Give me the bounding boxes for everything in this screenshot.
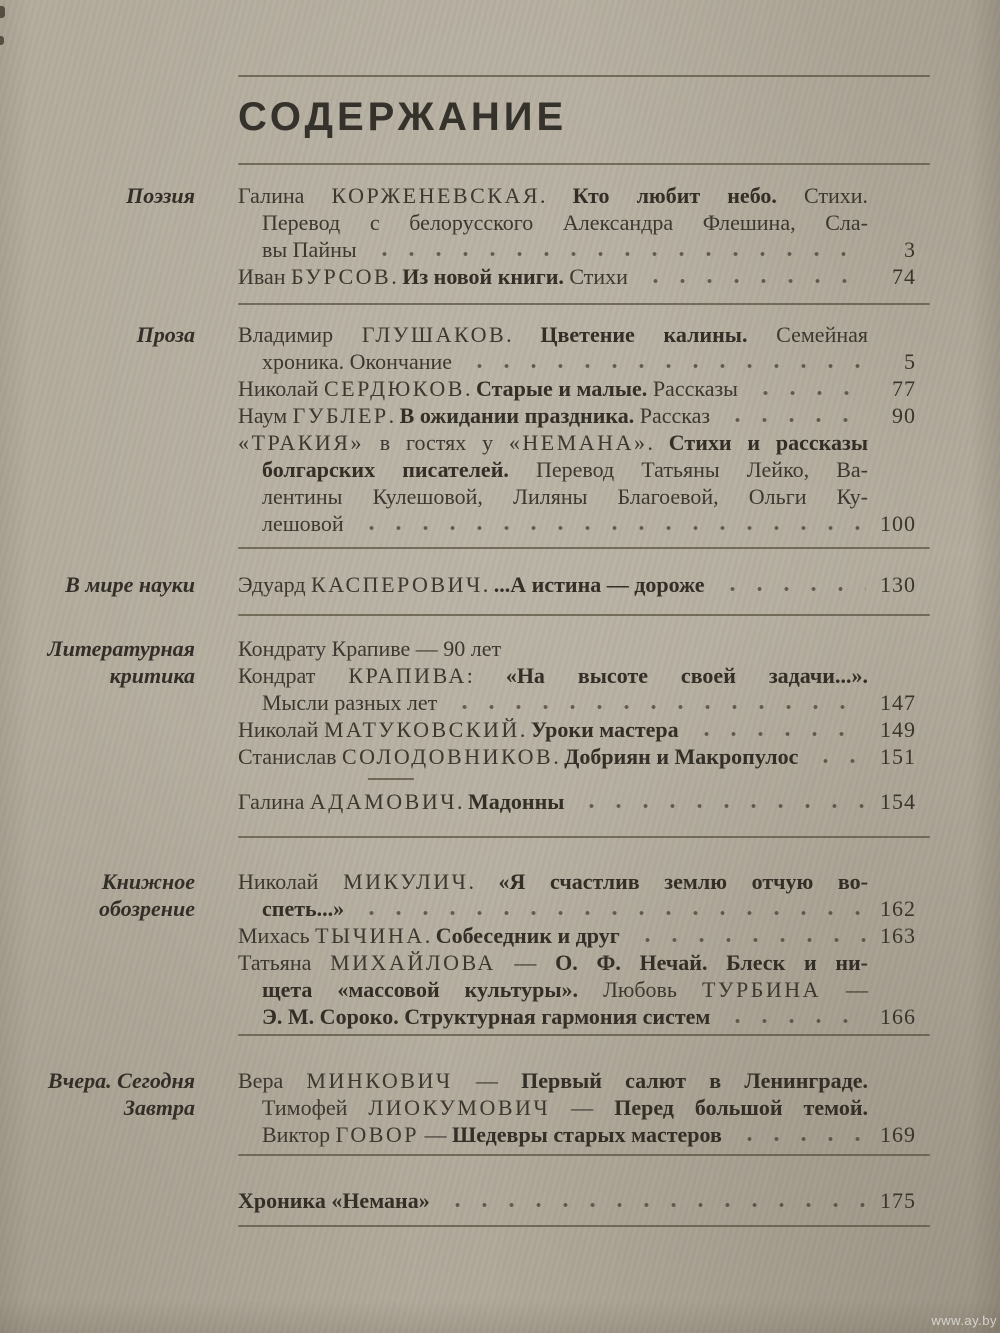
text-segment: —: [419, 1122, 453, 1147]
text-segment: Кондрат: [238, 663, 349, 688]
text-segment: ГУБЛЕР: [292, 403, 389, 428]
section-label: [14, 571, 195, 598]
sections-container: [14, 165, 970, 1227]
section-label: [14, 868, 195, 1030]
dot-leader: [812, 758, 866, 764]
text-segment: .: [506, 322, 541, 347]
page-number: 169: [880, 1122, 916, 1147]
text-segment: МАТУКОВСКИЙ: [323, 717, 520, 742]
separator-rule: [238, 1034, 930, 1036]
entry-line: [238, 976, 868, 1003]
section-label-line: Поэзия: [126, 183, 195, 208]
text-segment: «НЕМАНА»: [508, 430, 648, 455]
dot-leader: [578, 803, 866, 809]
page-number: 163: [880, 923, 916, 948]
text-segment: Стихи: [563, 264, 628, 289]
text-segment: Перед большой темой.: [614, 1095, 868, 1120]
text-segment: Виктор: [262, 1122, 336, 1147]
text-segment: ЛИОКУМОВИЧ: [368, 1095, 551, 1120]
toc-section: [14, 1036, 970, 1154]
text-segment: ГОВОР: [335, 1122, 420, 1147]
page-number: 154: [880, 789, 916, 814]
text-segment: спеть...»: [262, 896, 345, 921]
page-number: 5: [904, 349, 916, 374]
page-number: 175: [880, 1188, 916, 1213]
entry-line: [238, 1121, 930, 1148]
dot-leader: [693, 731, 866, 737]
text-segment: Собеседник и друг: [435, 923, 620, 948]
text-segment: Станислав: [238, 744, 342, 769]
text-segment: —: [452, 1068, 522, 1093]
text-segment: Кондрату Крапиве — 90 лет: [238, 636, 502, 661]
text-segment: щета «массовой культуры».: [262, 977, 578, 1002]
entry-text: [262, 1003, 710, 1030]
toc-entry: [238, 571, 930, 598]
text-segment: Э. М. Сороко. Структурная гармония систем: [262, 1004, 711, 1029]
text-segment: Мысли разных лет: [262, 690, 438, 715]
entry-text: [238, 183, 868, 208]
toc-entry: [238, 1067, 930, 1148]
text-segment: Наум: [238, 403, 293, 428]
toc-entry: [238, 321, 930, 375]
text-segment: «Я счастлив землю отчую во-: [498, 869, 868, 894]
entry-line: [238, 321, 868, 348]
section-label-line: В мире науки: [65, 572, 195, 597]
entry-line: [238, 348, 930, 375]
text-segment: Любовь: [578, 977, 702, 1002]
entry-text: [238, 663, 868, 688]
text-segment: МИКУЛИЧ: [343, 869, 469, 894]
dot-leader: [719, 586, 867, 592]
text-segment: —: [495, 950, 556, 975]
section-label-line: Литературная: [47, 636, 195, 661]
top-rule: [238, 75, 930, 77]
section-label: [14, 1187, 195, 1214]
text-segment: Цветение калины.: [540, 322, 748, 347]
entry-text: [262, 1121, 722, 1148]
toc-entry: [238, 662, 930, 716]
dot-leader: [752, 390, 866, 396]
entry-text: [238, 1068, 868, 1093]
text-segment: «ТРАКИЯ»: [238, 430, 364, 455]
page-number: 100: [880, 511, 916, 536]
section-label: [14, 635, 195, 815]
text-segment: лешовой: [262, 511, 344, 536]
text-segment: Николай: [238, 717, 324, 742]
text-segment: Владимир: [238, 322, 362, 347]
dot-leader: [634, 937, 866, 943]
scan-speck: [0, 36, 4, 45]
text-segment: АДАМОВИЧ: [309, 789, 458, 814]
text-segment: .: [464, 376, 476, 401]
entry-line: [238, 743, 930, 770]
entry-text: [238, 950, 868, 975]
entry-text: [238, 788, 564, 815]
toc-entry: [238, 402, 930, 429]
text-segment: БУРСОВ: [291, 264, 392, 289]
section-entries: [238, 1187, 930, 1214]
entry-line: [238, 209, 868, 236]
entry-text: [238, 743, 798, 770]
text-segment: «На высоте своей задачи...».: [505, 663, 868, 688]
text-segment: вы Пайны: [262, 237, 357, 262]
entry-line: [238, 1187, 930, 1214]
separator-rule: [238, 1154, 930, 1156]
separator-rule: [238, 163, 930, 165]
entry-line: [238, 375, 930, 402]
entry-text: [262, 210, 868, 235]
separator-rule: [238, 614, 930, 616]
text-segment: Вера: [238, 1068, 307, 1093]
entry-text: [238, 402, 710, 429]
text-segment: .: [391, 264, 403, 289]
dot-leader: [451, 704, 866, 710]
text-segment: .: [540, 183, 573, 208]
entry-line: [238, 1067, 868, 1094]
section-entries: [238, 182, 930, 290]
entry-text: [262, 510, 344, 537]
page-number: 77: [892, 376, 916, 401]
dot-leader: [371, 251, 866, 257]
entry-line: [238, 922, 930, 949]
text-segment: Рассказы: [647, 376, 738, 401]
entry-text: [262, 484, 868, 509]
dot-leader: [736, 1136, 866, 1142]
entry-text: [238, 375, 738, 402]
entry-line: [238, 510, 930, 537]
toc-entry: [238, 743, 930, 770]
section-entries: [238, 321, 930, 537]
text-segment: Николай: [238, 376, 324, 401]
entry-text: [262, 236, 357, 263]
watermark: www.ay.by: [931, 1313, 997, 1328]
toc-entry: [238, 949, 930, 1030]
entry-line: [238, 716, 930, 743]
toc-entry: [238, 716, 930, 743]
entry-line: [238, 456, 868, 483]
toc-section: [14, 838, 970, 1034]
text-segment: Мадонны: [468, 789, 565, 814]
toc-entry: [238, 635, 930, 662]
section-label-line: Вчера. Сегодня: [47, 1068, 195, 1093]
text-segment: Семейная: [747, 322, 868, 347]
entry-line: [238, 236, 930, 263]
page-number: 162: [880, 896, 916, 921]
text-segment: Галина: [238, 183, 332, 208]
text-segment: .: [388, 403, 400, 428]
entry-line: [238, 182, 868, 209]
entry-text: [238, 430, 868, 455]
section-label-line: Проза: [136, 322, 195, 347]
text-segment: Рассказ: [634, 403, 711, 428]
text-segment: хроника. Окончание: [262, 349, 453, 374]
text-segment: .: [647, 430, 669, 455]
dot-leader: [642, 278, 866, 284]
entry-text: [238, 635, 501, 662]
text-segment: СЕРДЮКОВ: [323, 376, 465, 401]
table-of-contents: [14, 0, 970, 1227]
entry-line: [238, 689, 930, 716]
dot-leader: [724, 417, 866, 423]
entry-text: [238, 571, 705, 598]
entry-line: [238, 1003, 930, 1030]
text-segment: Первый салют в Ленинграде.: [521, 1068, 869, 1093]
text-segment: .: [424, 923, 436, 948]
dot-leader: [466, 363, 866, 369]
entry-text: [262, 977, 868, 1002]
entry-line: [238, 662, 868, 689]
section-entries: [238, 635, 930, 815]
text-segment: Николай: [238, 869, 344, 894]
page-number: 90: [892, 403, 916, 428]
dot-leader: [358, 910, 866, 916]
text-segment: .: [519, 717, 531, 742]
text-segment: :: [466, 663, 506, 688]
text-segment: Стихи и рассказы: [668, 430, 869, 455]
entry-line: [238, 571, 930, 598]
section-label-line: критика: [109, 663, 195, 688]
toc-entry: [238, 868, 930, 922]
entry-line: [238, 402, 930, 429]
text-segment: Уроки мастера: [530, 717, 679, 742]
text-segment: в гостях у: [363, 430, 509, 455]
text-segment: .: [553, 744, 565, 769]
toc-entry: [238, 788, 930, 815]
text-segment: Перевод Татьяны Лейко, Ва-: [508, 457, 869, 482]
entry-line: [238, 263, 930, 290]
entry-line: [238, 949, 868, 976]
page-number: 130: [880, 572, 916, 597]
page-number: 3: [904, 237, 916, 262]
text-segment: ...А истина — дороже: [493, 572, 705, 597]
toc-section: [14, 549, 970, 614]
dot-leader: [358, 525, 866, 531]
section-entries: [238, 1067, 930, 1148]
text-segment: В ожидании праздника.: [399, 403, 635, 428]
text-segment: КРАПИВА: [348, 663, 467, 688]
separator-rule: [238, 836, 930, 838]
entry-text: [238, 263, 628, 290]
toc-entry: [238, 922, 930, 949]
section-label-line: обозрение: [99, 896, 195, 921]
text-segment: МИНКОВИЧ: [306, 1068, 453, 1093]
text-segment: Хроника «Немана»: [238, 1188, 430, 1213]
section-label: [14, 321, 195, 537]
toc-section: [14, 305, 970, 547]
text-segment: лентины Кулешовой, Лиляны Благоевой, Ольги Ку-: [262, 484, 868, 509]
toc-entry: [238, 1187, 930, 1214]
dot-leader: [724, 1018, 866, 1024]
section-label: [14, 182, 195, 290]
text-segment: Галина: [238, 789, 310, 814]
page-number: 74: [892, 264, 916, 289]
text-segment: КОРЖЕНЕВСКАЯ: [331, 183, 541, 208]
text-segment: —: [821, 977, 868, 1002]
text-segment: —: [550, 1095, 615, 1120]
text-segment: ГЛУШАКОВ: [361, 322, 507, 347]
text-segment: .: [457, 789, 469, 814]
entry-line: [238, 635, 930, 662]
text-segment: Стихи.: [776, 183, 869, 208]
entry-text: [238, 1187, 430, 1214]
entry-text: [262, 895, 344, 922]
text-segment: ТЫЧИНА: [315, 923, 425, 948]
entry-text: [238, 322, 868, 347]
text-segment: .: [482, 572, 494, 597]
entry-text: [238, 716, 679, 743]
entry-line: [238, 788, 930, 815]
text-segment: Перевод с белорусского Александра Флешина, Сла-: [262, 210, 868, 235]
text-segment: Татьяна: [238, 950, 331, 975]
text-segment: Добриян и Макропулос: [564, 744, 799, 769]
page-number: 166: [880, 1004, 916, 1029]
text-segment: СОЛОДОВНИКОВ: [341, 744, 554, 769]
entry-text: [262, 1095, 868, 1120]
separator-rule: [238, 547, 930, 549]
toc-entry: [238, 182, 930, 263]
text-segment: Иван: [238, 264, 292, 289]
toc-section: [14, 616, 970, 836]
entry-line: [238, 1094, 868, 1121]
entry-text: [262, 689, 437, 716]
text-segment: МИХАЙЛОВА: [330, 950, 496, 975]
scan-speck: [0, 6, 5, 18]
page-title: СОДЕРЖАНИЕ: [238, 95, 568, 139]
toc-entry: [238, 263, 930, 290]
section-entries: [238, 571, 930, 598]
text-segment: Тимофей: [262, 1095, 369, 1120]
text-segment: О. Ф. Нечай. Блеск и ни-: [555, 950, 869, 975]
page-number: 151: [880, 744, 916, 769]
section-label-line: Книжное: [101, 869, 195, 894]
text-segment: Старые и малые.: [475, 376, 648, 401]
entry-text: [262, 457, 868, 482]
entry-text: [238, 869, 868, 894]
text-segment: ТУРБИНА: [701, 977, 821, 1002]
page-number: 149: [880, 717, 916, 742]
dot-leader: [444, 1202, 866, 1208]
text-segment: Кто любит небо.: [572, 183, 777, 208]
entry-line: [238, 868, 868, 895]
toc-entry: [238, 375, 930, 402]
entry-line: [238, 483, 868, 510]
section-label-line: Завтра: [123, 1095, 195, 1120]
text-segment: болгарских писателей.: [262, 457, 509, 482]
section-label: [14, 1067, 195, 1148]
entry-line: [238, 895, 930, 922]
text-segment: .: [468, 869, 499, 894]
text-segment: Михась: [238, 923, 316, 948]
text-segment: Шедевры старых мастеров: [452, 1122, 722, 1147]
entry-line: [238, 429, 868, 456]
text-segment: КАСПЕРОВИЧ: [311, 572, 483, 597]
section-divider: [368, 778, 414, 780]
separator-rule: [238, 1225, 930, 1227]
separator-rule: [238, 303, 930, 305]
toc-entry: [238, 429, 930, 537]
section-entries: [238, 868, 930, 1030]
entry-text: [238, 922, 620, 949]
text-segment: Из новой книги.: [402, 264, 564, 289]
toc-section: [14, 165, 970, 303]
entry-text: [262, 348, 452, 375]
text-segment: Эдуард: [238, 572, 312, 597]
toc-section: [14, 1156, 970, 1225]
page-number: 147: [880, 690, 916, 715]
